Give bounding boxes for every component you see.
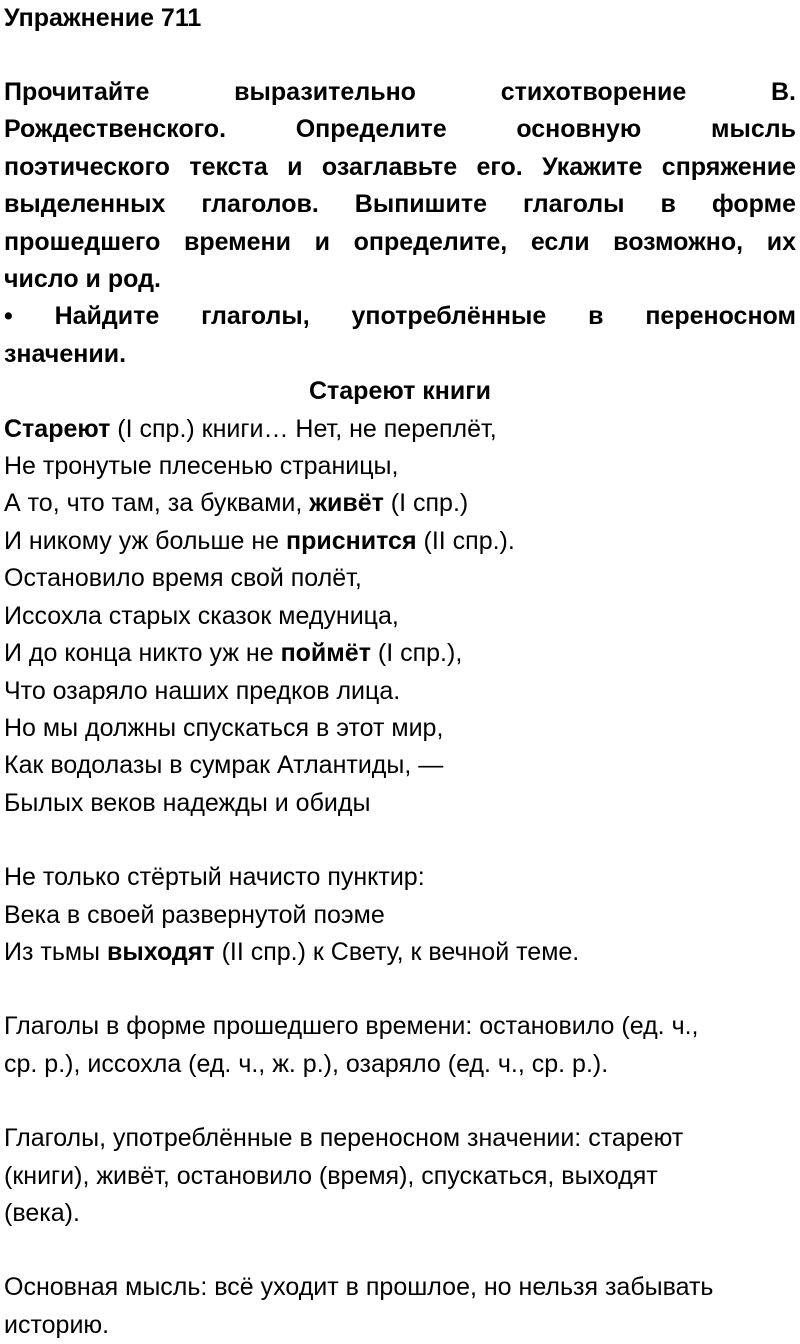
- line-text: Века в своей развернутой поэме: [4, 900, 385, 929]
- task-line: число и род.: [4, 265, 161, 294]
- spacer: [4, 971, 796, 1008]
- poem-line: [4, 598, 796, 635]
- answer-line: Глаголы в форме прошедшего времени: остановило (ед. ч.,: [4, 1012, 699, 1041]
- line-text: (I спр.) книги… Нет, не переплёт,: [110, 414, 497, 443]
- line-text: А то, что там, за буквами,: [4, 489, 310, 518]
- poem-title: Стареют книги: [308, 377, 492, 406]
- poem-line: [4, 485, 796, 522]
- answer-line: (книги), живёт, остановило (время), спускаться, выходят: [4, 1161, 658, 1190]
- line-text: Но мы должны спускаться в этот мир,: [4, 713, 444, 742]
- line-text: (II спр.).: [416, 526, 515, 555]
- poem-line: [4, 747, 796, 784]
- poem-stanza-2: [4, 859, 796, 971]
- task-line: прошедшего времени и определите, если возможно, их: [4, 227, 796, 256]
- poem-stanza-1: [4, 411, 796, 822]
- spacer: [4, 822, 796, 859]
- answer-line: ср. р.), иссохла (ед. ч., ж. р.), озаряло (ед. ч., ср. р.).: [4, 1049, 609, 1078]
- spacer: [4, 1232, 796, 1269]
- poem-line: [4, 448, 796, 485]
- highlighted-verb: приснится: [286, 526, 417, 555]
- task-line: поэтического текста и озаглавьте его. Укажите спряжение: [4, 152, 796, 181]
- line-text: Не тронутые плесенью страницы,: [4, 452, 399, 481]
- line-text: (II спр.) к Свету, к вечной теме.: [214, 937, 580, 966]
- line-text: Что озаряло наших предков лица.: [4, 676, 401, 705]
- line-text: Не только стёртый начисто пунктир:: [4, 863, 425, 892]
- poem-line: [4, 934, 796, 971]
- highlighted-verb: живёт: [309, 489, 384, 518]
- line-text: Как водолазы в сумрак Атлантиды, —: [4, 751, 444, 780]
- line-text: Из тьмы: [4, 937, 107, 966]
- line-text: И до конца никто уж не: [4, 639, 281, 668]
- task-line: выделенных глаголов. Выпишите глаголы в форме: [4, 190, 796, 219]
- line-text: Остановило время свой полёт,: [4, 564, 362, 593]
- highlighted-verb: выходят: [106, 937, 215, 966]
- line-text: Иссохла старых сказок медуница,: [4, 601, 399, 630]
- poem-line: [4, 859, 796, 896]
- answer-line: Глаголы, употреблённые в переносном значении: стареют: [4, 1124, 684, 1153]
- exercise-title: Упражнение 711: [4, 4, 202, 32]
- answer-past-tense: [4, 1008, 796, 1083]
- bullet-task-line: значении.: [4, 339, 127, 368]
- answer-line: Основная мысль: всё уходит в прошлое, но нельзя забывать: [4, 1273, 714, 1302]
- spacer: [4, 1083, 796, 1120]
- highlighted-verb: поймёт: [280, 639, 371, 668]
- task-line: Прочитайте выразительно стихотворение В.: [4, 78, 796, 106]
- answer-main-idea: [4, 1269, 796, 1344]
- exercise-page: [4, 0, 796, 1344]
- poem-line: [4, 523, 796, 560]
- line-text: И никому уж больше не: [4, 526, 287, 555]
- spacer: [4, 37, 796, 74]
- poem-line: [4, 785, 796, 822]
- poem-line: [4, 710, 796, 747]
- answer-line: (века).: [4, 1198, 80, 1227]
- line-text: (I спр.): [383, 489, 469, 518]
- poem-line: [4, 411, 796, 448]
- line-text: Былых веков надежды и обиды: [4, 788, 371, 817]
- poem-line: [4, 897, 796, 934]
- bullet-task-line: • Найдите глаголы, употреблённые в переносном: [4, 302, 796, 331]
- poem-line: [4, 635, 796, 672]
- task-line: Рождественского. Определите основную мысль: [4, 115, 796, 144]
- answer-line: историю.: [4, 1310, 110, 1339]
- poem-line: [4, 560, 796, 597]
- highlighted-verb: Стареют: [4, 414, 111, 443]
- line-text: (I спр.),: [370, 639, 463, 668]
- answer-figurative: [4, 1120, 796, 1232]
- task-text: [4, 74, 796, 373]
- poem-line: [4, 673, 796, 710]
